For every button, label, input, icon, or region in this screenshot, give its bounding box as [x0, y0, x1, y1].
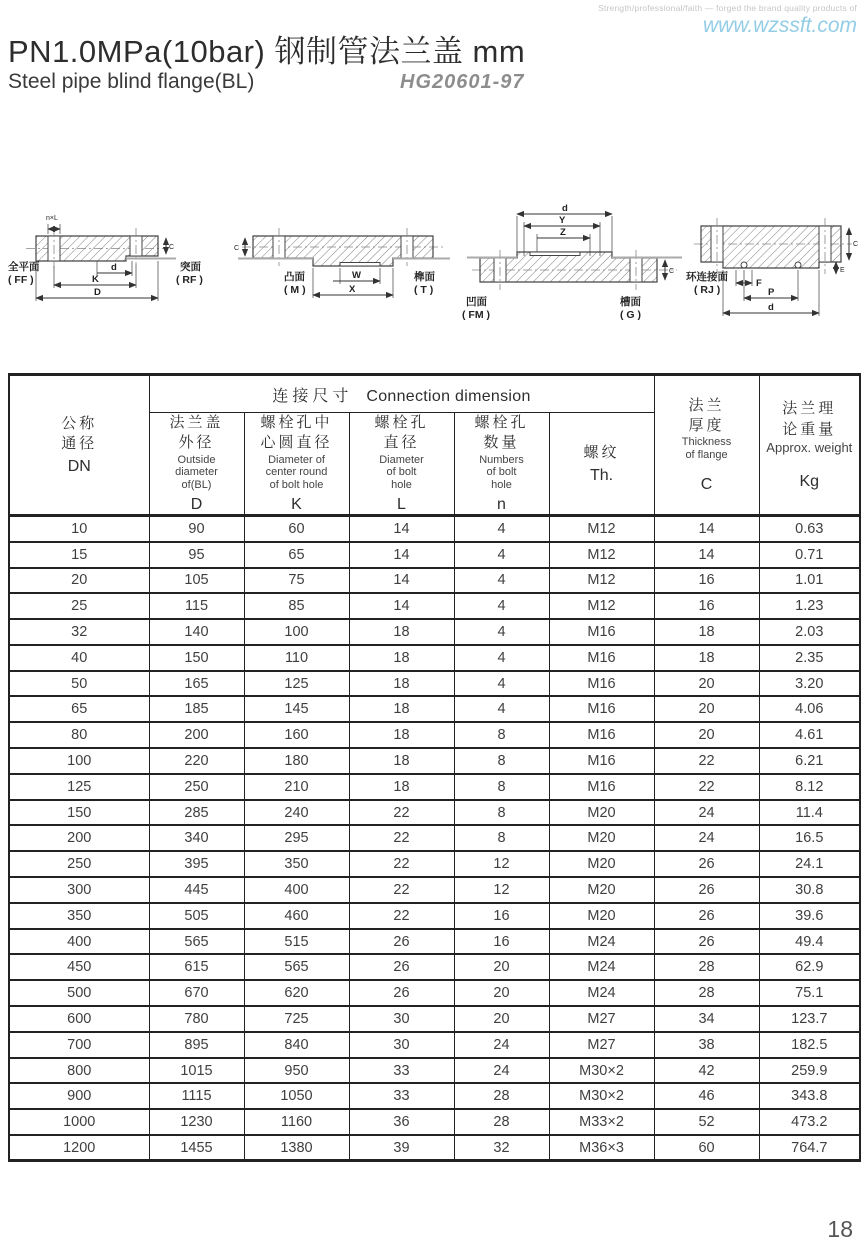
cell-outside-diameter: 505	[149, 903, 244, 929]
cell-weight: 1.01	[759, 568, 860, 594]
cell-thread: M24	[549, 980, 654, 1006]
cell-thickness: 26	[654, 851, 759, 877]
brand-tagline: Strength/professional/faith — forged the brand quality products of	[598, 3, 857, 13]
dim-p-label: P	[768, 287, 775, 298]
cell-thread: M16	[549, 671, 654, 697]
cell-weight: 0.71	[759, 542, 860, 568]
cell-outside-diameter: 90	[149, 516, 244, 542]
table-row	[9, 1083, 860, 1109]
cell-outside-diameter: 165	[149, 671, 244, 697]
cell-bolt-number: 4	[454, 619, 549, 645]
cell-thread: M12	[549, 568, 654, 594]
dim-nxl-label: n×L	[46, 215, 58, 222]
cell-bolt-diameter: 26	[349, 954, 454, 980]
cell-thread: M12	[549, 542, 654, 568]
cell-thickness: 18	[654, 645, 759, 671]
table-row	[9, 542, 860, 568]
cell-outside-diameter: 1455	[149, 1135, 244, 1161]
table-row	[9, 929, 860, 955]
cell-dn: 450	[9, 954, 149, 980]
cell-bolt-number: 4	[454, 568, 549, 594]
cell-thread: M20	[549, 800, 654, 826]
cell-bolt-diameter: 30	[349, 1032, 454, 1058]
cell-outside-diameter: 895	[149, 1032, 244, 1058]
cell-outside-diameter: 615	[149, 954, 244, 980]
table-row	[9, 645, 860, 671]
cell-bolt-diameter: 36	[349, 1109, 454, 1135]
face-code-rf: ( RF )	[176, 274, 203, 286]
table-row	[9, 1109, 860, 1135]
dim-k-label: K	[92, 274, 99, 285]
cell-bolt-diameter: 14	[349, 542, 454, 568]
table-row	[9, 877, 860, 903]
cell-bolt-circle: 840	[244, 1032, 349, 1058]
page-subtitle: Steel pipe blind flange(BL)	[8, 70, 255, 93]
cell-bolt-circle: 725	[244, 1006, 349, 1032]
cell-outside-diameter: 250	[149, 774, 244, 800]
cell-weight: 343.8	[759, 1083, 860, 1109]
cell-weight: 123.7	[759, 1006, 860, 1032]
cell-bolt-diameter: 18	[349, 748, 454, 774]
face-label-fm: 凹面	[466, 296, 487, 308]
cell-thickness: 26	[654, 903, 759, 929]
cell-bolt-circle: 1380	[244, 1135, 349, 1161]
cell-bolt-circle: 240	[244, 800, 349, 826]
face-label-ff: 全平面	[8, 261, 40, 273]
cell-thickness: 28	[654, 980, 759, 1006]
cell-bolt-circle: 85	[244, 593, 349, 619]
cell-dn: 50	[9, 671, 149, 697]
cell-thread: M36×3	[549, 1135, 654, 1161]
cell-bolt-diameter: 33	[349, 1083, 454, 1109]
cell-outside-diameter: 780	[149, 1006, 244, 1032]
cell-weight: 11.4	[759, 800, 860, 826]
flange-drawing-rj	[686, 204, 864, 336]
cell-bolt-number: 12	[454, 877, 549, 903]
cell-thread: M27	[549, 1006, 654, 1032]
cell-bolt-number: 20	[454, 980, 549, 1006]
cell-thickness: 16	[654, 593, 759, 619]
cell-bolt-circle: 110	[244, 645, 349, 671]
cell-outside-diameter: 285	[149, 800, 244, 826]
cell-outside-diameter: 565	[149, 929, 244, 955]
table-row	[9, 722, 860, 748]
cell-bolt-diameter: 18	[349, 696, 454, 722]
cell-outside-diameter: 185	[149, 696, 244, 722]
cell-dn: 100	[9, 748, 149, 774]
cell-dn: 400	[9, 929, 149, 955]
cell-thickness: 60	[654, 1135, 759, 1161]
page-number: 18	[827, 1216, 853, 1242]
cell-thickness: 20	[654, 671, 759, 697]
cell-weight: 39.6	[759, 903, 860, 929]
cell-bolt-circle: 210	[244, 774, 349, 800]
table-row	[9, 619, 860, 645]
col-header-thickness: 法兰 厚度 Thickness of flange C	[654, 375, 759, 516]
face-code-m: ( M )	[284, 284, 306, 296]
cell-weight: 4.06	[759, 696, 860, 722]
cell-thread: M16	[549, 645, 654, 671]
cell-thickness: 14	[654, 516, 759, 542]
cell-bolt-number: 20	[454, 1006, 549, 1032]
table-row	[9, 593, 860, 619]
cell-thread: M16	[549, 774, 654, 800]
cell-thread: M33×2	[549, 1109, 654, 1135]
cell-bolt-number: 28	[454, 1109, 549, 1135]
cell-thickness: 14	[654, 542, 759, 568]
dim-big-d-label: D	[94, 287, 101, 298]
table-row	[9, 516, 860, 542]
cell-weight: 8.12	[759, 774, 860, 800]
face-label-t: 榫面	[414, 271, 435, 283]
cell-thread: M20	[549, 877, 654, 903]
cell-thread: M16	[549, 748, 654, 774]
dim-x-label: X	[349, 284, 356, 295]
cell-thickness: 20	[654, 696, 759, 722]
cell-bolt-diameter: 22	[349, 877, 454, 903]
cell-thickness: 22	[654, 774, 759, 800]
face-label-rf: 突面	[180, 261, 201, 273]
cell-dn: 300	[9, 877, 149, 903]
cell-dn: 10	[9, 516, 149, 542]
col-header-bolt-number: 螺栓孔 数量 Numbers of bolt hole n	[454, 413, 549, 516]
cell-weight: 0.63	[759, 516, 860, 542]
cell-weight: 2.35	[759, 645, 860, 671]
table-row	[9, 903, 860, 929]
face-code-g: ( G )	[620, 309, 641, 321]
face-label-g: 槽面	[620, 296, 641, 308]
table-row	[9, 954, 860, 980]
cell-bolt-circle: 620	[244, 980, 349, 1006]
dim-c3-label: C	[669, 268, 675, 275]
cell-outside-diameter: 1015	[149, 1058, 244, 1084]
col-header-dn: 公称 通径 DN	[9, 375, 149, 516]
cell-bolt-circle: 950	[244, 1058, 349, 1084]
cell-bolt-number: 32	[454, 1135, 549, 1161]
cell-bolt-number: 28	[454, 1083, 549, 1109]
cell-bolt-circle: 180	[244, 748, 349, 774]
cell-bolt-circle: 60	[244, 516, 349, 542]
cell-bolt-diameter: 14	[349, 568, 454, 594]
face-code-fm: ( FM )	[462, 309, 490, 321]
dim-d-label: d	[111, 262, 117, 273]
cell-thickness: 20	[654, 722, 759, 748]
cell-weight: 764.7	[759, 1135, 860, 1161]
cell-thickness: 26	[654, 877, 759, 903]
cell-weight: 24.1	[759, 851, 860, 877]
dim-d4-label: d	[768, 302, 774, 313]
cell-dn: 1000	[9, 1109, 149, 1135]
cell-bolt-diameter: 26	[349, 980, 454, 1006]
table-row	[9, 1032, 860, 1058]
cell-thread: M20	[549, 851, 654, 877]
cell-thread: M12	[549, 593, 654, 619]
cell-thickness: 26	[654, 929, 759, 955]
cell-bolt-diameter: 18	[349, 619, 454, 645]
cell-bolt-circle: 350	[244, 851, 349, 877]
cell-weight: 62.9	[759, 954, 860, 980]
cell-outside-diameter: 340	[149, 825, 244, 851]
face-code-t: ( T )	[414, 284, 434, 296]
col-header-bolt-diameter: 螺栓孔 直径 Diameter of bolt hole L	[349, 413, 454, 516]
cell-dn: 600	[9, 1006, 149, 1032]
flange-spec-table	[8, 373, 861, 1162]
cell-outside-diameter: 670	[149, 980, 244, 1006]
dim-e-label: E	[840, 267, 845, 274]
cell-thickness: 52	[654, 1109, 759, 1135]
cell-thickness: 16	[654, 568, 759, 594]
cell-bolt-diameter: 39	[349, 1135, 454, 1161]
cell-outside-diameter: 140	[149, 619, 244, 645]
cell-bolt-circle: 100	[244, 619, 349, 645]
cell-dn: 25	[9, 593, 149, 619]
cell-thickness: 42	[654, 1058, 759, 1084]
cell-outside-diameter: 1230	[149, 1109, 244, 1135]
cell-outside-diameter: 395	[149, 851, 244, 877]
table-row	[9, 568, 860, 594]
cell-bolt-circle: 160	[244, 722, 349, 748]
cell-thread: M16	[549, 696, 654, 722]
cell-thickness: 22	[654, 748, 759, 774]
group-header-connection: 连接尺寸 Connection dimension	[149, 375, 654, 413]
face-code-rj: ( RJ )	[694, 284, 721, 296]
cell-bolt-number: 4	[454, 645, 549, 671]
cell-bolt-number: 4	[454, 593, 549, 619]
flange-drawing-ff-rf	[8, 206, 220, 332]
col-header-weight: 法兰理 论重量 Approx. weight Kg	[759, 375, 860, 516]
cell-dn: 900	[9, 1083, 149, 1109]
cell-outside-diameter: 220	[149, 748, 244, 774]
cell-dn: 80	[9, 722, 149, 748]
cell-dn: 1200	[9, 1135, 149, 1161]
table-row	[9, 800, 860, 826]
table-row	[9, 774, 860, 800]
cell-bolt-diameter: 33	[349, 1058, 454, 1084]
cell-outside-diameter: 1115	[149, 1083, 244, 1109]
cell-bolt-circle: 565	[244, 954, 349, 980]
cell-bolt-number: 24	[454, 1032, 549, 1058]
cell-bolt-circle: 400	[244, 877, 349, 903]
cell-dn: 150	[9, 800, 149, 826]
cell-bolt-circle: 125	[244, 671, 349, 697]
cell-bolt-circle: 1050	[244, 1083, 349, 1109]
standard-number: HG20601-97	[400, 71, 525, 93]
cell-bolt-number: 24	[454, 1058, 549, 1084]
cell-dn: 20	[9, 568, 149, 594]
cell-dn: 32	[9, 619, 149, 645]
flange-drawing-m-t	[228, 206, 460, 332]
cell-dn: 65	[9, 696, 149, 722]
cell-bolt-diameter: 22	[349, 825, 454, 851]
table-row	[9, 748, 860, 774]
cell-bolt-diameter: 14	[349, 593, 454, 619]
cell-thread: M16	[549, 722, 654, 748]
cell-bolt-circle: 75	[244, 568, 349, 594]
cell-weight: 49.4	[759, 929, 860, 955]
col-header-bolt-circle: 螺栓孔中 心圆直径 Diameter of center round of bolt hole K	[244, 413, 349, 516]
cell-thickness: 38	[654, 1032, 759, 1058]
cell-bolt-number: 4	[454, 542, 549, 568]
table-row	[9, 825, 860, 851]
cell-thickness: 24	[654, 825, 759, 851]
cell-weight: 182.5	[759, 1032, 860, 1058]
cell-bolt-circle: 460	[244, 903, 349, 929]
cell-thickness: 46	[654, 1083, 759, 1109]
dim-z-label: Z	[560, 227, 566, 238]
brand-website: www.wzssft.com	[702, 14, 857, 37]
cell-thread: M30×2	[549, 1058, 654, 1084]
cell-bolt-number: 8	[454, 800, 549, 826]
cell-dn: 125	[9, 774, 149, 800]
cell-bolt-diameter: 18	[349, 774, 454, 800]
dim-c2-label: C	[234, 245, 240, 252]
cell-bolt-diameter: 18	[349, 722, 454, 748]
cell-outside-diameter: 150	[149, 645, 244, 671]
cell-bolt-number: 8	[454, 748, 549, 774]
cell-weight: 1.23	[759, 593, 860, 619]
cell-bolt-number: 8	[454, 825, 549, 851]
table-row	[9, 1006, 860, 1032]
cell-bolt-diameter: 18	[349, 645, 454, 671]
cell-outside-diameter: 445	[149, 877, 244, 903]
cell-bolt-number: 12	[454, 851, 549, 877]
cell-dn: 15	[9, 542, 149, 568]
cell-weight: 2.03	[759, 619, 860, 645]
cell-outside-diameter: 105	[149, 568, 244, 594]
flange-drawing-fm-g	[462, 200, 689, 336]
col-header-thread: 螺纹 Th.	[549, 413, 654, 516]
page-title: PN1.0MPa(10bar) 钢制管法兰盖 mm	[8, 34, 526, 69]
cell-bolt-circle: 515	[244, 929, 349, 955]
table-row	[9, 980, 860, 1006]
cell-thread: M24	[549, 929, 654, 955]
cell-thread: M27	[549, 1032, 654, 1058]
table-body	[9, 516, 860, 1161]
cell-weight: 473.2	[759, 1109, 860, 1135]
cell-bolt-diameter: 22	[349, 800, 454, 826]
cell-outside-diameter: 95	[149, 542, 244, 568]
cell-bolt-diameter: 22	[349, 851, 454, 877]
cell-thickness: 24	[654, 800, 759, 826]
cell-bolt-diameter: 18	[349, 671, 454, 697]
cell-dn: 250	[9, 851, 149, 877]
cell-bolt-circle: 65	[244, 542, 349, 568]
cell-bolt-number: 4	[454, 696, 549, 722]
cell-bolt-number: 4	[454, 671, 549, 697]
dim-d3-label: d	[562, 203, 568, 214]
face-label-m: 凸面	[284, 271, 305, 283]
dim-f-label: F	[756, 278, 762, 289]
cell-thread: M12	[549, 516, 654, 542]
cell-weight: 3.20	[759, 671, 860, 697]
cell-bolt-diameter: 30	[349, 1006, 454, 1032]
face-code-ff: ( FF )	[8, 274, 34, 286]
cell-dn: 800	[9, 1058, 149, 1084]
cell-thread: M30×2	[549, 1083, 654, 1109]
cell-bolt-circle: 295	[244, 825, 349, 851]
cell-bolt-number: 8	[454, 774, 549, 800]
cell-thickness: 18	[654, 619, 759, 645]
cell-bolt-number: 4	[454, 516, 549, 542]
cell-bolt-number: 8	[454, 722, 549, 748]
cell-weight: 30.8	[759, 877, 860, 903]
cell-bolt-diameter: 14	[349, 516, 454, 542]
cell-bolt-number: 16	[454, 929, 549, 955]
cell-dn: 40	[9, 645, 149, 671]
dim-w-label: W	[352, 270, 361, 281]
cell-thickness: 34	[654, 1006, 759, 1032]
cell-dn: 700	[9, 1032, 149, 1058]
cell-dn: 500	[9, 980, 149, 1006]
cell-weight: 75.1	[759, 980, 860, 1006]
cell-thread: M20	[549, 825, 654, 851]
col-header-outside-diameter: 法兰盖 外径 Outside diameter of(BL) D	[149, 413, 244, 516]
cell-outside-diameter: 115	[149, 593, 244, 619]
table-row	[9, 696, 860, 722]
cell-weight: 4.61	[759, 722, 860, 748]
cell-weight: 6.21	[759, 748, 860, 774]
cell-weight: 16.5	[759, 825, 860, 851]
table-header	[9, 375, 860, 516]
cell-bolt-diameter: 22	[349, 903, 454, 929]
cell-dn: 350	[9, 903, 149, 929]
dim-c4-label: C	[853, 241, 859, 248]
cell-thread: M16	[549, 619, 654, 645]
cell-bolt-number: 20	[454, 954, 549, 980]
table-row	[9, 1135, 860, 1161]
cell-bolt-number: 16	[454, 903, 549, 929]
dim-y-label: Y	[559, 215, 566, 226]
cell-thickness: 28	[654, 954, 759, 980]
cell-bolt-circle: 145	[244, 696, 349, 722]
table-row	[9, 671, 860, 697]
face-label-rj: 环连接面	[686, 271, 728, 283]
cell-bolt-circle: 1160	[244, 1109, 349, 1135]
cell-outside-diameter: 200	[149, 722, 244, 748]
cell-dn: 200	[9, 825, 149, 851]
cell-thread: M24	[549, 954, 654, 980]
dim-c-label: C	[169, 244, 175, 251]
table-row	[9, 1058, 860, 1084]
cell-bolt-diameter: 26	[349, 929, 454, 955]
cell-thread: M20	[549, 903, 654, 929]
cell-weight: 259.9	[759, 1058, 860, 1084]
table-row	[9, 851, 860, 877]
